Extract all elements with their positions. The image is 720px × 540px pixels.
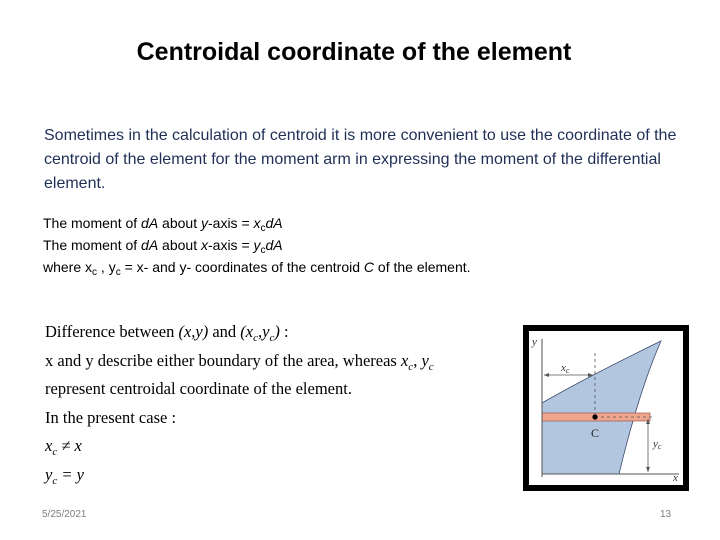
difference-line-3: represent centroidal coordinate of the element. (45, 379, 352, 398)
centroid-element-figure (523, 325, 689, 491)
moment-definitions (43, 212, 683, 278)
difference-line-4: In the present case : (45, 407, 177, 427)
y-axis-label: y (532, 336, 537, 348)
centroid-point (592, 414, 597, 419)
yc-label: yc (653, 438, 662, 451)
footer-date: 5/25/2021 (42, 509, 87, 520)
where-definition: where $x_c$ , $y_c = x-$ and y- coordinates of the centroid C of the element. (43, 259, 471, 278)
slide-title: Centroidal coordinate of the element (136, 38, 572, 66)
centroid-label: C (591, 426, 600, 440)
x-axis-label: x (673, 472, 678, 484)
yc-equals-y: $y_c = y$ (45, 464, 84, 487)
intro-paragraph: Sometimes in the calculation of centroid it is more convenient to use the coordinate of the centroid of the element for the moment arm in expressing the moment of the differential element. (44, 127, 677, 192)
xc-not-equal-x: $x_c \ne x$ (45, 436, 82, 458)
difference-line-2: x and y describe either boundary of the area, whereas $x_c$, $y_c$ (45, 350, 434, 373)
difference-explanation (45, 318, 495, 489)
xc-label: xc (561, 362, 570, 375)
moment-about-x-axis: The moment of dA about x-axis = $y_cdA$ (43, 237, 283, 256)
figure-canvas (529, 331, 683, 485)
difference-line-1: Difference between (x,y) and $(x_c,y_c)$ : (45, 322, 289, 344)
moment-about-y-axis: The moment of dA about y-axis = $x_cdA$ (43, 215, 283, 234)
footer-page-number: 13 (660, 509, 672, 520)
